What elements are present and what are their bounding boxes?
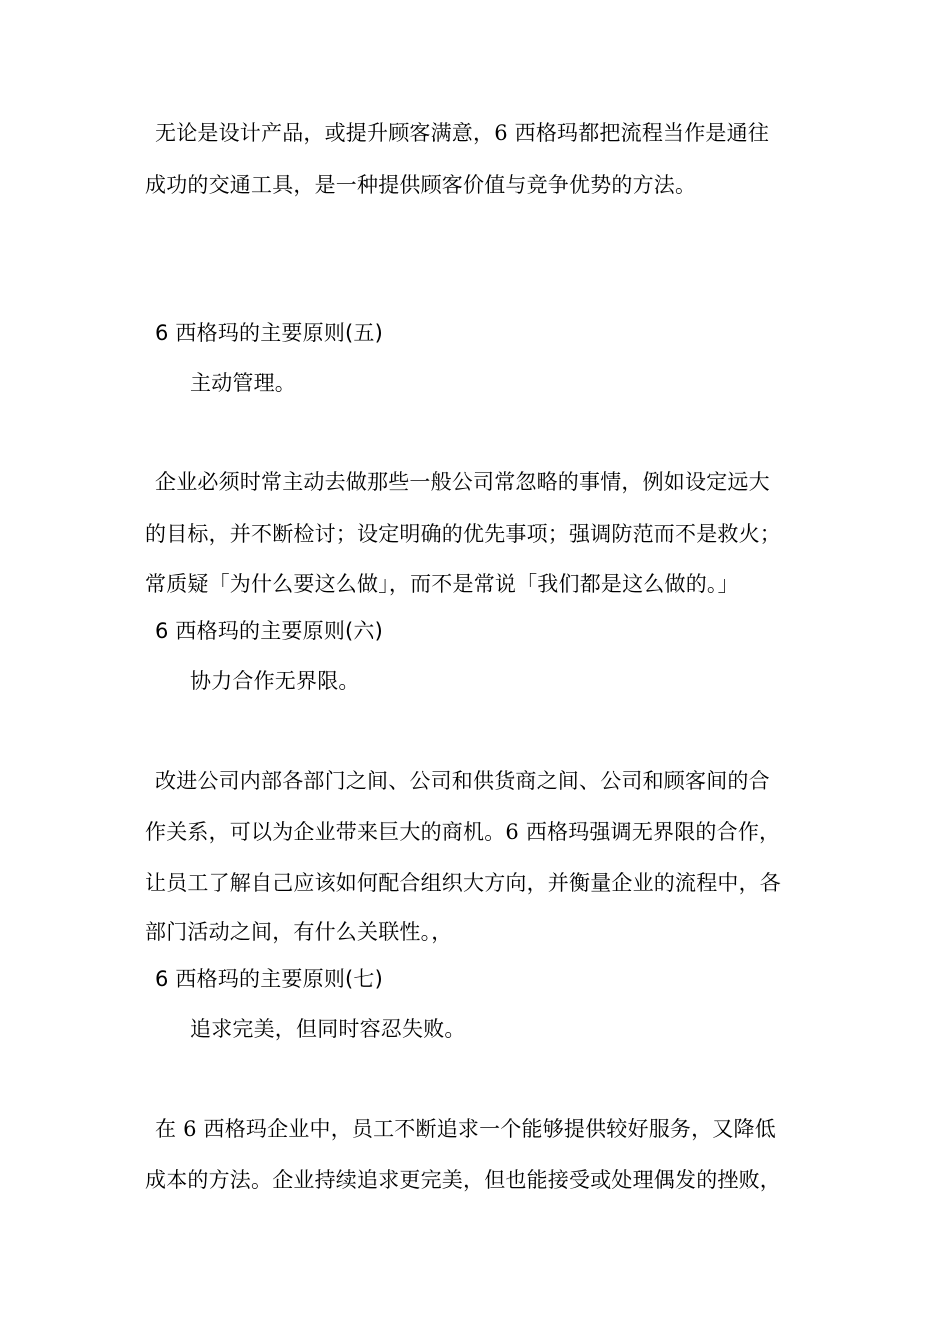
paragraph-line: 作关系，可以为企业带来巨大的商机。6 西格玛强调无界限的合作， <box>145 820 781 844</box>
paragraph-line: 无论是设计产品，或提升顾客满意，6 西格玛都把流程当作是通往 <box>155 121 770 145</box>
paragraph-line: 部门活动之间，有什么关联性。， <box>145 920 453 944</box>
paragraph-line: 成本的方法。企业持续追求更完美，但也能接受或处理偶发的挫败， <box>145 1168 781 1192</box>
paragraph-line: 让员工了解自己应该如何配合组织大方向，并衡量企业的流程中，各 <box>145 871 781 895</box>
section-subtitle-7: 追求完美，但同时容忍失败。 <box>190 1017 466 1041</box>
paragraph-line: 在 6 西格玛企业中，员工不断追求一个能够提供较好服务，又降低 <box>155 1117 776 1141</box>
paragraph-line: 的目标，并不断检讨；设定明确的优先事项；强调防范而不是救火； <box>145 522 781 546</box>
paragraph-line: 成功的交通工具，是一种提供顾客价值与竞争优势的方法。 <box>145 173 697 197</box>
section-heading-6: 6 西格玛的主要原则(六) <box>155 619 384 643</box>
section-heading-5: 6 西格玛的主要原则(五) <box>155 321 384 345</box>
section-heading-7: 6 西格玛的主要原则(七) <box>155 967 384 991</box>
section-subtitle-5: 主动管理。 <box>190 371 296 395</box>
paragraph-line: 常质疑「为什么要这么做」，而不是常说「我们都是这么做的。」 <box>145 572 739 596</box>
paragraph-line: 改进公司内部各部门之间、公司和供货商之间、公司和顾客间的合 <box>155 769 770 793</box>
section-subtitle-6: 协力合作无界限。 <box>190 669 360 693</box>
paragraph-line: 企业必须时常主动去做那些一般公司常忽略的事情，例如设定远大 <box>155 470 770 494</box>
